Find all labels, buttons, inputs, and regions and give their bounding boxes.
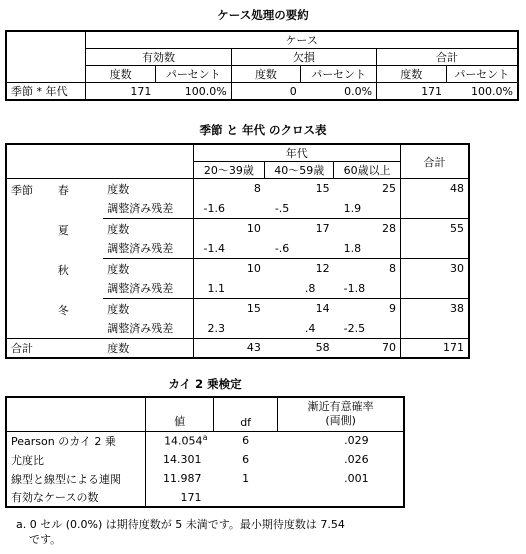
crosstab-row-label: 夏 — [57, 223, 69, 237]
row-total-cell: 48 — [450, 182, 464, 196]
crosstab-row-label: 冬 — [54, 299, 104, 339]
resid-cell: 1.8 — [334, 239, 401, 259]
resid-cell: -1.6 — [193, 199, 265, 219]
summary-subheader: 度数 — [231, 66, 301, 83]
summary-group-valid: 有効数 — [86, 49, 231, 66]
crosstab-col-header: 20～39歳 — [193, 162, 265, 179]
chisq-title: カイ 2 乗検定 — [168, 377, 242, 391]
row-total-cell: 55 — [450, 222, 464, 236]
resid-cell: -.5 — [265, 199, 334, 219]
resid-cell: 1.9 — [334, 199, 401, 219]
count-cell: 12 — [315, 262, 330, 276]
count-cell: 15 — [246, 302, 261, 316]
case-summary-table — [5, 30, 519, 101]
chisq-value: 14.054 — [164, 435, 203, 449]
count-cell: 28 — [334, 219, 401, 239]
crosstab-table — [5, 143, 470, 359]
summary-subheader: 度数 — [86, 66, 156, 83]
stat-count-label: 度数 — [103, 299, 193, 319]
summary-subheader: パーセント — [446, 66, 518, 83]
chisq-value: 11.987 — [162, 472, 202, 485]
chisq-header-df: df — [213, 397, 277, 431]
crosstab-col-header: 40～59歳 — [265, 162, 334, 179]
grand-total-label: 合計 — [11, 341, 33, 355]
chisq-row-label: Pearson のカイ 2 乗 — [6, 431, 146, 450]
summary-group-missing: 欠損 — [231, 49, 376, 66]
count-cell: 15 — [315, 182, 330, 196]
summary-value: 171 — [421, 84, 443, 98]
summary-subheader: 度数 — [377, 66, 447, 83]
summary-title: ケース処理の要約 — [217, 8, 309, 22]
resid-cell: 1.1 — [193, 279, 265, 299]
chisq-sig: .026 — [344, 453, 369, 466]
stat-count-label: 度数 — [103, 179, 193, 199]
footnote-marker: a — [202, 433, 208, 443]
stat-count-label: 度数 — [103, 219, 193, 239]
resid-cell: -.6 — [265, 239, 334, 259]
chisq-row-label: 有効なケースの数 — [6, 488, 146, 507]
grand-total-stat: 度数 — [103, 339, 193, 358]
chisq-sig: .001 — [344, 472, 369, 485]
resid-cell: -2.5 — [334, 319, 401, 339]
summary-value: 0.0% — [301, 83, 377, 101]
chisq-value: 171 — [180, 490, 202, 504]
crosstab-col-header: 60歳以上 — [334, 162, 401, 179]
stat-count-label: 度数 — [103, 259, 193, 279]
grand-count-cell: 43 — [246, 341, 261, 355]
count-cell: 10 — [246, 222, 261, 236]
count-cell: 14 — [315, 302, 330, 316]
resid-cell: -1.8 — [334, 279, 401, 299]
crosstab-row-label: 秋 — [57, 263, 69, 277]
summary-group-header: ケース — [86, 31, 518, 49]
summary-subheader: パーセント — [155, 66, 231, 83]
stat-resid-label: 調整済み残差 — [103, 199, 193, 219]
count-cell: 8 — [253, 182, 261, 196]
resid-cell: -1.4 — [193, 239, 265, 259]
grand-total-cell: 171 — [443, 341, 464, 355]
footnote — [16, 517, 345, 547]
chisq-df: 6 — [242, 434, 250, 448]
crosstab-title: 季節 と 年代 のクロス表 — [199, 123, 327, 137]
grand-count-cell: 70 — [334, 339, 401, 358]
summary-group-total: 合計 — [377, 49, 518, 66]
chisq-df: 1 — [242, 472, 250, 485]
row-total-cell: 30 — [450, 262, 464, 276]
count-cell: 17 — [315, 222, 330, 236]
chisq-header-value: 値 — [146, 397, 214, 431]
count-cell: 8 — [334, 259, 401, 279]
crosstab-row-label: 春 — [57, 184, 69, 197]
chisq-table — [5, 396, 405, 508]
chisq-sig: .029 — [344, 434, 369, 448]
crosstab-col-group: 年代 — [193, 144, 400, 162]
count-cell: 10 — [246, 262, 261, 276]
summary-value: 0 — [289, 84, 297, 98]
count-cell: 25 — [334, 179, 401, 199]
chisq-header-sig: 漸近有意確率 — [307, 400, 374, 414]
stat-resid-label: 調整済み残差 — [103, 279, 193, 299]
summary-value: 171 — [130, 84, 152, 98]
resid-cell: 2.3 — [193, 319, 265, 339]
count-cell: 9 — [334, 299, 401, 319]
crosstab-row-var: 季節 — [6, 179, 54, 339]
chisq-row-label: 尤度比 — [6, 450, 146, 469]
stat-resid-label: 調整済み残差 — [103, 319, 193, 339]
chisq-value: 14.301 — [162, 453, 202, 466]
summary-subheader: パーセント — [301, 66, 377, 83]
summary-row-label: 季節 * 年代 — [6, 83, 86, 101]
resid-cell: .4 — [265, 319, 334, 339]
footnote-line: です。 — [29, 533, 62, 546]
resid-cell: .8 — [265, 279, 334, 299]
row-total-cell: 38 — [450, 302, 464, 316]
chisq-df: 6 — [242, 453, 250, 466]
chisq-row-label: 線型と線型による連関 — [6, 469, 146, 488]
summary-value: 100.0% — [471, 84, 513, 98]
chisq-header-sig-sub: (両側) — [325, 414, 356, 428]
crosstab-total-header: 合計 — [401, 144, 470, 179]
stat-resid-label: 調整済み残差 — [103, 239, 193, 259]
grand-count-cell: 58 — [315, 341, 330, 355]
summary-value: 100.0% — [155, 83, 231, 101]
footnote-line: a. 0 セル (0.0%) は期待度数が 5 未満です。最小期待度数は 7.54 — [16, 518, 345, 531]
